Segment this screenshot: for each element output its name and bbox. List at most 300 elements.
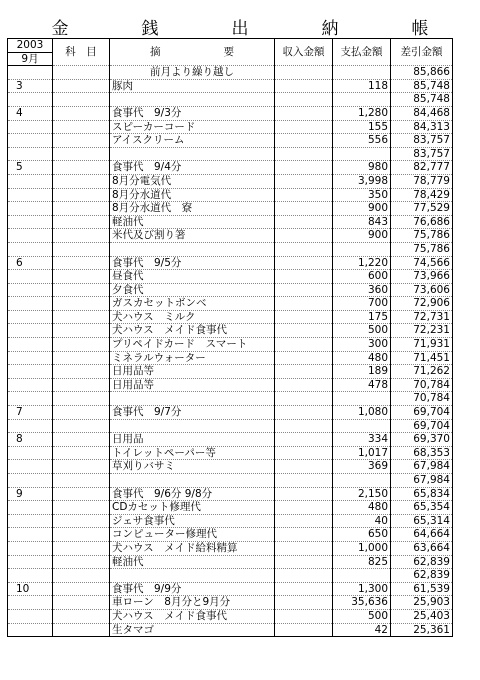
description-cell: 豚肉 — [110, 79, 275, 93]
day-cell — [8, 283, 53, 297]
table-row — [8, 501, 453, 515]
income-cell — [275, 541, 333, 555]
payment-cell — [333, 392, 391, 406]
category-cell — [53, 582, 110, 596]
description-cell: 8月分電気代 — [110, 174, 275, 188]
description-cell: 犬ハウス メイド食事代 — [110, 324, 275, 338]
balance-cell: 67,984 — [391, 460, 453, 474]
description-cell — [110, 242, 275, 256]
category-cell — [53, 161, 110, 175]
category-cell — [53, 406, 110, 420]
day-cell — [8, 229, 53, 243]
income-cell — [275, 528, 333, 542]
description-cell: 食事代 9/5分 — [110, 256, 275, 270]
day-cell — [8, 134, 53, 148]
table-row — [8, 351, 453, 365]
income-cell — [275, 310, 333, 324]
day-cell — [8, 446, 53, 460]
category-cell — [53, 514, 110, 528]
day-cell: 8 — [8, 433, 53, 447]
table-row — [8, 555, 453, 569]
category-cell — [53, 474, 110, 488]
description-cell: 食事代 9/7分 — [110, 406, 275, 420]
balance-cell: 85,866 — [391, 66, 453, 80]
description-cell: 夕食代 — [110, 283, 275, 297]
payment-cell: 1,280 — [333, 106, 391, 120]
table-row — [8, 419, 453, 433]
table-row — [8, 338, 453, 352]
income-cell — [275, 79, 333, 93]
day-cell: 4 — [8, 106, 53, 120]
day-cell — [8, 514, 53, 528]
payment-cell: 478 — [333, 378, 391, 392]
category-cell — [53, 338, 110, 352]
income-cell — [275, 406, 333, 420]
category-cell — [53, 446, 110, 460]
income-cell — [275, 596, 333, 610]
day-cell — [8, 324, 53, 338]
day-cell — [8, 297, 53, 311]
income-cell — [275, 338, 333, 352]
balance-cell: 85,748 — [391, 93, 453, 107]
description-cell: 犬ハウス メイド食事代 — [110, 609, 275, 623]
payment-cell: 300 — [333, 338, 391, 352]
payment-cell: 556 — [333, 134, 391, 148]
payment-cell: 35,636 — [333, 596, 391, 610]
day-cell — [8, 392, 53, 406]
category-cell — [53, 242, 110, 256]
income-cell — [275, 623, 333, 637]
table-row — [8, 528, 453, 542]
income-cell — [275, 419, 333, 433]
category-cell — [53, 609, 110, 623]
description-cell: 車ローン 8月分と9月分 — [110, 596, 275, 610]
day-cell — [8, 623, 53, 637]
description-cell — [110, 392, 275, 406]
category-cell — [53, 392, 110, 406]
balance-cell: 25,361 — [391, 623, 453, 637]
description-cell: ミネラルウォーター — [110, 351, 275, 365]
day-cell — [8, 174, 53, 188]
day-cell — [8, 120, 53, 134]
balance-cell: 84,313 — [391, 120, 453, 134]
income-cell — [275, 569, 333, 583]
table-row — [8, 93, 453, 107]
table-row — [8, 582, 453, 596]
income-cell — [275, 93, 333, 107]
income-cell — [275, 147, 333, 161]
day-cell — [8, 215, 53, 229]
table-row — [8, 174, 453, 188]
table-row — [8, 609, 453, 623]
payment-cell: 900 — [333, 202, 391, 216]
balance-cell: 71,262 — [391, 365, 453, 379]
category-cell — [53, 188, 110, 202]
income-header: 収入金額 — [275, 39, 333, 66]
day-cell — [8, 419, 53, 433]
table-row — [8, 406, 453, 420]
description-cell: コンピューター修理代 — [110, 528, 275, 542]
category-cell — [53, 555, 110, 569]
table-row — [8, 283, 453, 297]
description-cell: 前月より繰り越し — [110, 66, 275, 80]
balance-cell: 75,786 — [391, 242, 453, 256]
payment-cell: 175 — [333, 310, 391, 324]
payment-cell: 360 — [333, 283, 391, 297]
day-cell — [8, 270, 53, 284]
table-row — [8, 79, 453, 93]
category-cell — [53, 460, 110, 474]
description-cell — [110, 474, 275, 488]
table-row — [8, 365, 453, 379]
balance-cell: 71,451 — [391, 351, 453, 365]
payment-cell: 40 — [333, 514, 391, 528]
description-cell: 日用品等 — [110, 365, 275, 379]
category-cell — [53, 297, 110, 311]
day-cell — [8, 188, 53, 202]
description-cell — [110, 93, 275, 107]
income-cell — [275, 392, 333, 406]
category-cell — [53, 365, 110, 379]
category-cell — [53, 378, 110, 392]
payment-cell: 350 — [333, 188, 391, 202]
table-row — [8, 66, 453, 80]
income-cell — [275, 202, 333, 216]
day-cell: 6 — [8, 256, 53, 270]
description-cell — [110, 569, 275, 583]
category-cell — [53, 134, 110, 148]
income-cell — [275, 474, 333, 488]
category-cell — [53, 256, 110, 270]
category-header: 科 目 — [53, 39, 110, 66]
category-cell — [53, 541, 110, 555]
day-cell — [8, 365, 53, 379]
income-cell — [275, 433, 333, 447]
income-cell — [275, 297, 333, 311]
balance-cell: 72,906 — [391, 297, 453, 311]
category-cell — [53, 419, 110, 433]
table-row — [8, 147, 453, 161]
balance-cell: 25,403 — [391, 609, 453, 623]
payment-cell — [333, 419, 391, 433]
payment-cell: 825 — [333, 555, 391, 569]
table-row — [8, 433, 453, 447]
income-cell — [275, 487, 333, 501]
category-cell — [53, 324, 110, 338]
table-row — [8, 188, 453, 202]
page-title: 金 銭 出 納 帳 — [51, 19, 457, 39]
income-cell — [275, 501, 333, 515]
table-row — [8, 446, 453, 460]
income-cell — [275, 229, 333, 243]
payment-cell: 3,998 — [333, 174, 391, 188]
description-cell: スピーカーコード — [110, 120, 275, 134]
description-header: 摘 要 — [110, 39, 275, 66]
year-header: 2003 — [8, 39, 53, 53]
balance-cell: 63,664 — [391, 541, 453, 555]
income-cell — [275, 242, 333, 256]
description-cell: CDカセット修理代 — [110, 501, 275, 515]
income-cell — [275, 134, 333, 148]
category-cell — [53, 487, 110, 501]
table-row — [8, 310, 453, 324]
description-cell: 食事代 9/3分 — [110, 106, 275, 120]
balance-cell: 82,777 — [391, 161, 453, 175]
description-cell: 8月分水道代 — [110, 188, 275, 202]
income-cell — [275, 351, 333, 365]
description-cell: プリペイドカード スマート — [110, 338, 275, 352]
balance-cell: 74,566 — [391, 256, 453, 270]
table-row — [8, 623, 453, 637]
income-cell — [275, 283, 333, 297]
description-cell: トイレットペーパー等 — [110, 446, 275, 460]
category-cell — [53, 202, 110, 216]
category-cell — [53, 623, 110, 637]
balance-cell: 73,606 — [391, 283, 453, 297]
balance-cell: 75,786 — [391, 229, 453, 243]
payment-cell — [333, 147, 391, 161]
income-cell — [275, 609, 333, 623]
table-row — [8, 161, 453, 175]
category-cell — [53, 283, 110, 297]
day-cell — [8, 528, 53, 542]
category-cell — [53, 310, 110, 324]
table-row — [8, 460, 453, 474]
category-cell — [53, 215, 110, 229]
table-row — [8, 202, 453, 216]
balance-cell: 25,903 — [391, 596, 453, 610]
category-cell — [53, 501, 110, 515]
table-row — [8, 324, 453, 338]
day-cell — [8, 378, 53, 392]
balance-header: 差引金額 — [391, 39, 453, 66]
description-cell: 日用品等 — [110, 378, 275, 392]
table-row — [8, 514, 453, 528]
payment-header: 支払金額 — [333, 39, 391, 66]
day-cell — [8, 242, 53, 256]
table-row — [8, 569, 453, 583]
payment-cell: 334 — [333, 433, 391, 447]
category-cell — [53, 106, 110, 120]
day-cell — [8, 310, 53, 324]
balance-cell: 69,704 — [391, 419, 453, 433]
income-cell — [275, 460, 333, 474]
table-row — [8, 596, 453, 610]
day-cell — [8, 147, 53, 161]
income-cell — [275, 215, 333, 229]
category-cell — [53, 270, 110, 284]
balance-cell: 67,984 — [391, 474, 453, 488]
payment-cell: 1,080 — [333, 406, 391, 420]
table-row — [8, 474, 453, 488]
balance-cell: 68,353 — [391, 446, 453, 460]
table-row — [8, 392, 453, 406]
category-cell — [53, 229, 110, 243]
balance-cell: 64,664 — [391, 528, 453, 542]
description-cell: 生タマゴ — [110, 623, 275, 637]
day-cell — [8, 474, 53, 488]
balance-cell: 76,686 — [391, 215, 453, 229]
description-cell — [110, 419, 275, 433]
payment-cell: 700 — [333, 297, 391, 311]
income-cell — [275, 365, 333, 379]
day-cell: 9 — [8, 487, 53, 501]
table-row — [8, 378, 453, 392]
payment-cell: 189 — [333, 365, 391, 379]
day-cell — [8, 501, 53, 515]
description-cell: ジェサ食事代 — [110, 514, 275, 528]
table-row — [8, 215, 453, 229]
payment-cell: 1,017 — [333, 446, 391, 460]
payment-cell: 480 — [333, 351, 391, 365]
balance-cell: 62,839 — [391, 555, 453, 569]
table-row — [8, 242, 453, 256]
category-cell — [53, 433, 110, 447]
balance-cell: 77,529 — [391, 202, 453, 216]
category-cell — [53, 351, 110, 365]
income-cell — [275, 256, 333, 270]
description-cell: 昼食代 — [110, 270, 275, 284]
balance-cell: 62,839 — [391, 569, 453, 583]
income-cell — [275, 120, 333, 134]
balance-cell: 83,757 — [391, 147, 453, 161]
balance-cell: 84,468 — [391, 106, 453, 120]
payment-cell: 1,300 — [333, 582, 391, 596]
day-cell — [8, 93, 53, 107]
description-cell: 草刈りバサミ — [110, 460, 275, 474]
payment-cell: 1,000 — [333, 541, 391, 555]
description-cell: 日用品 — [110, 433, 275, 447]
payment-cell — [333, 66, 391, 80]
income-cell — [275, 446, 333, 460]
day-cell — [8, 569, 53, 583]
balance-cell: 61,539 — [391, 582, 453, 596]
balance-cell: 85,748 — [391, 79, 453, 93]
balance-cell: 72,731 — [391, 310, 453, 324]
description-cell: ガスカセットボンベ — [110, 297, 275, 311]
month-header: 9月 — [8, 52, 53, 66]
income-cell — [275, 174, 333, 188]
description-cell: 軽油代 — [110, 555, 275, 569]
table-row — [8, 106, 453, 120]
category-cell — [53, 120, 110, 134]
table-row — [8, 256, 453, 270]
day-cell — [8, 555, 53, 569]
description-cell: 軽油代 — [110, 215, 275, 229]
income-cell — [275, 582, 333, 596]
income-cell — [275, 66, 333, 80]
description-cell: 食事代 9/6分 9/8分 — [110, 487, 275, 501]
payment-cell: 1,220 — [333, 256, 391, 270]
day-cell: 5 — [8, 161, 53, 175]
payment-cell — [333, 93, 391, 107]
income-cell — [275, 378, 333, 392]
payment-cell — [333, 242, 391, 256]
balance-cell: 78,779 — [391, 174, 453, 188]
balance-cell: 70,784 — [391, 392, 453, 406]
payment-cell — [333, 569, 391, 583]
table-row — [8, 134, 453, 148]
ledger-table — [7, 38, 453, 637]
table-row — [8, 229, 453, 243]
payment-cell: 600 — [333, 270, 391, 284]
table-row — [8, 270, 453, 284]
day-cell — [8, 596, 53, 610]
day-cell: 3 — [8, 79, 53, 93]
description-cell: 犬ハウス メイド給料精算 — [110, 541, 275, 555]
payment-cell: 980 — [333, 161, 391, 175]
table-row — [8, 541, 453, 555]
balance-cell: 73,966 — [391, 270, 453, 284]
category-cell — [53, 596, 110, 610]
payment-cell: 155 — [333, 120, 391, 134]
day-cell — [8, 338, 53, 352]
table-row — [8, 297, 453, 311]
description-cell: 食事代 9/4分 — [110, 161, 275, 175]
balance-cell: 65,354 — [391, 501, 453, 515]
income-cell — [275, 270, 333, 284]
income-cell — [275, 188, 333, 202]
balance-cell: 65,834 — [391, 487, 453, 501]
day-cell — [8, 460, 53, 474]
income-cell — [275, 324, 333, 338]
balance-cell: 71,931 — [391, 338, 453, 352]
balance-cell: 69,370 — [391, 433, 453, 447]
day-cell: 7 — [8, 406, 53, 420]
category-cell — [53, 569, 110, 583]
description-cell — [110, 147, 275, 161]
description-cell: 食事代 9/9分 — [110, 582, 275, 596]
payment-cell: 900 — [333, 229, 391, 243]
income-cell — [275, 106, 333, 120]
day-cell — [8, 541, 53, 555]
payment-cell: 500 — [333, 609, 391, 623]
table-row — [8, 120, 453, 134]
balance-cell: 78,429 — [391, 188, 453, 202]
payment-cell: 42 — [333, 623, 391, 637]
category-cell — [53, 66, 110, 80]
day-cell — [8, 609, 53, 623]
income-cell — [275, 514, 333, 528]
balance-cell: 72,231 — [391, 324, 453, 338]
payment-cell: 369 — [333, 460, 391, 474]
table-row — [8, 487, 453, 501]
category-cell — [53, 174, 110, 188]
payment-cell — [333, 474, 391, 488]
balance-cell: 69,704 — [391, 406, 453, 420]
description-cell: 犬ハウス ミルク — [110, 310, 275, 324]
description-cell: アイスクリーム — [110, 134, 275, 148]
payment-cell: 480 — [333, 501, 391, 515]
category-cell — [53, 93, 110, 107]
income-cell — [275, 555, 333, 569]
payment-cell: 843 — [333, 215, 391, 229]
balance-cell: 70,784 — [391, 378, 453, 392]
header-row — [8, 39, 453, 53]
day-cell — [8, 202, 53, 216]
day-cell: 10 — [8, 582, 53, 596]
description-cell: 8月分水道代 寮 — [110, 202, 275, 216]
payment-cell: 650 — [333, 528, 391, 542]
category-cell — [53, 147, 110, 161]
payment-cell: 118 — [333, 79, 391, 93]
category-cell — [53, 528, 110, 542]
ledger-body — [8, 66, 453, 637]
balance-cell: 65,314 — [391, 514, 453, 528]
payment-cell: 2,150 — [333, 487, 391, 501]
description-cell: 米代及び割り箸 — [110, 229, 275, 243]
income-cell — [275, 161, 333, 175]
